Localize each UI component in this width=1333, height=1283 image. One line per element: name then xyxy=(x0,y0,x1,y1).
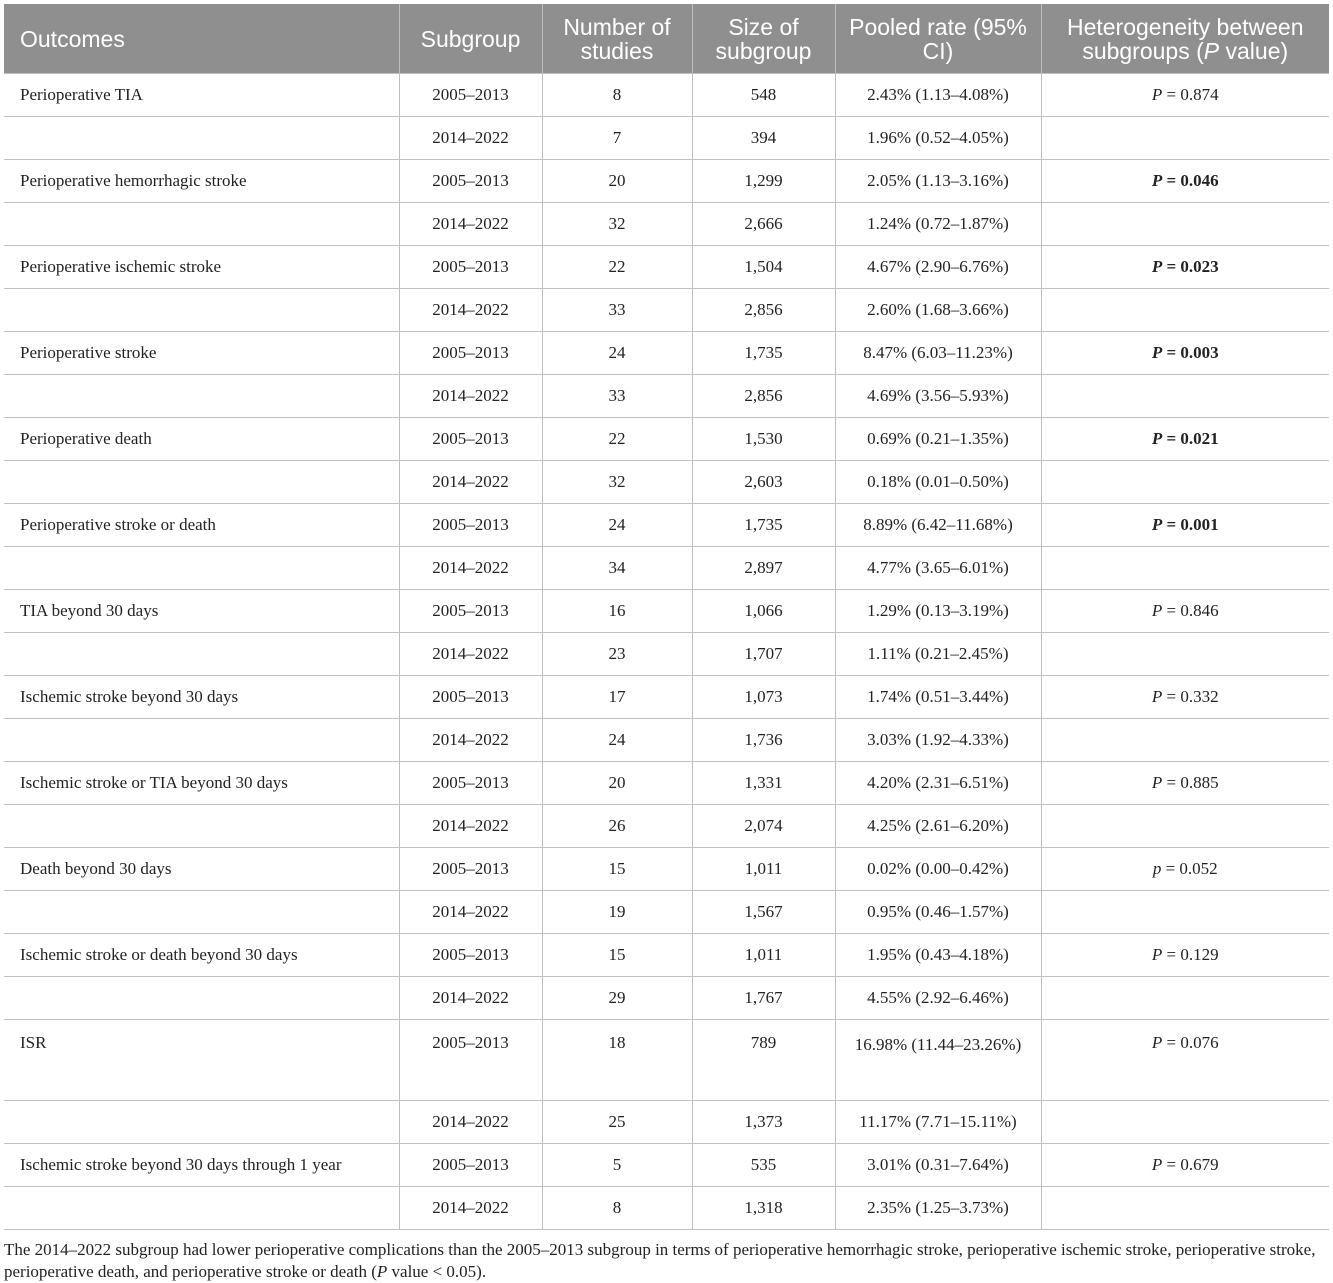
cell-number-of-studies: 33 xyxy=(542,375,692,418)
cell-size-of-subgroup: 1,066 xyxy=(692,590,835,633)
cell-number-of-studies: 29 xyxy=(542,977,692,1020)
cell-number-of-studies: 8 xyxy=(542,1187,692,1230)
p-letter: P xyxy=(1151,85,1163,104)
cell-size-of-subgroup: 1,707 xyxy=(692,633,835,676)
cell-number-of-studies: 34 xyxy=(542,547,692,590)
cell-outcome: Perioperative ischemic stroke xyxy=(4,246,399,289)
table-row xyxy=(4,547,1329,590)
table-row xyxy=(4,1020,1329,1101)
cell-size-of-subgroup: 1,331 xyxy=(692,762,835,805)
cell-pooled-rate: 4.25% (2.61–6.20%) xyxy=(835,805,1041,848)
cell-subgroup: 2014–2022 xyxy=(399,1187,542,1230)
table-row xyxy=(4,332,1329,375)
cell-outcome: Ischemic stroke or death beyond 30 days xyxy=(4,934,399,977)
p-letter: P xyxy=(1151,687,1163,706)
cell-outcome xyxy=(4,977,399,1020)
cell-size-of-subgroup: 1,318 xyxy=(692,1187,835,1230)
cell-heterogeneity-p: p = 0.052 xyxy=(1041,848,1329,891)
table-row xyxy=(4,676,1329,719)
table-row xyxy=(4,977,1329,1020)
header-row xyxy=(4,4,1329,74)
cell-heterogeneity-p: P = 0.076 xyxy=(1041,1020,1329,1101)
p-letter: p xyxy=(1152,859,1162,878)
cell-outcome: TIA beyond 30 days xyxy=(4,590,399,633)
cell-pooled-rate: 0.69% (0.21–1.35%) xyxy=(835,418,1041,461)
table-row xyxy=(4,934,1329,977)
cell-subgroup: 2005–2013 xyxy=(399,590,542,633)
cell-heterogeneity-p xyxy=(1041,547,1329,590)
cell-pooled-rate: 1.11% (0.21–2.45%) xyxy=(835,633,1041,676)
cell-subgroup: 2005–2013 xyxy=(399,160,542,203)
cell-outcome xyxy=(4,633,399,676)
cell-subgroup: 2005–2013 xyxy=(399,934,542,977)
cell-outcome xyxy=(4,1187,399,1230)
cell-size-of-subgroup: 1,567 xyxy=(692,891,835,934)
cell-number-of-studies: 33 xyxy=(542,289,692,332)
cell-subgroup: 2014–2022 xyxy=(399,891,542,934)
cell-outcome xyxy=(4,461,399,504)
cell-heterogeneity-p: P = 0.003 xyxy=(1041,332,1329,375)
cell-subgroup: 2005–2013 xyxy=(399,762,542,805)
cell-outcome: Perioperative hemorrhagic stroke xyxy=(4,160,399,203)
footnote-text-after: value < 0.05). xyxy=(387,1262,487,1281)
cell-pooled-rate: 1.24% (0.72–1.87%) xyxy=(835,203,1041,246)
cell-outcome xyxy=(4,289,399,332)
table-row xyxy=(4,375,1329,418)
table-row xyxy=(4,461,1329,504)
p-letter: P xyxy=(1151,257,1163,276)
p-letter: P xyxy=(1151,1033,1163,1052)
cell-pooled-rate: 8.89% (6.42–11.68%) xyxy=(835,504,1041,547)
cell-outcome: Death beyond 30 days xyxy=(4,848,399,891)
cell-subgroup: 2005–2013 xyxy=(399,848,542,891)
cell-size-of-subgroup: 1,011 xyxy=(692,934,835,977)
table-row xyxy=(4,504,1329,547)
cell-pooled-rate: 3.01% (0.31–7.64%) xyxy=(835,1144,1041,1187)
cell-heterogeneity-p: P = 0.129 xyxy=(1041,934,1329,977)
cell-number-of-studies: 24 xyxy=(542,332,692,375)
header-heterogeneity xyxy=(1041,4,1329,74)
cell-subgroup: 2005–2013 xyxy=(399,1144,542,1187)
cell-size-of-subgroup: 1,073 xyxy=(692,676,835,719)
results-table-container xyxy=(4,4,1329,1283)
cell-subgroup: 2014–2022 xyxy=(399,461,542,504)
cell-outcome xyxy=(4,547,399,590)
cell-size-of-subgroup: 2,666 xyxy=(692,203,835,246)
header-outcomes: Outcomes xyxy=(4,4,399,74)
cell-outcome: Perioperative death xyxy=(4,418,399,461)
cell-number-of-studies: 32 xyxy=(542,461,692,504)
cell-size-of-subgroup: 789 xyxy=(692,1020,835,1101)
cell-number-of-studies: 32 xyxy=(542,203,692,246)
cell-outcome: Ischemic stroke or TIA beyond 30 days xyxy=(4,762,399,805)
table-row xyxy=(4,289,1329,332)
table-row xyxy=(4,633,1329,676)
cell-number-of-studies: 24 xyxy=(542,504,692,547)
cell-heterogeneity-p xyxy=(1041,289,1329,332)
cell-number-of-studies: 25 xyxy=(542,1101,692,1144)
cell-pooled-rate: 1.96% (0.52–4.05%) xyxy=(835,117,1041,160)
cell-pooled-rate: 0.95% (0.46–1.57%) xyxy=(835,891,1041,934)
p-letter: P xyxy=(1151,773,1163,792)
cell-outcome: Perioperative stroke xyxy=(4,332,399,375)
cell-subgroup: 2014–2022 xyxy=(399,805,542,848)
p-letter: P xyxy=(1151,171,1163,190)
cell-number-of-studies: 19 xyxy=(542,891,692,934)
cell-heterogeneity-p: P = 0.332 xyxy=(1041,676,1329,719)
header-heterogeneity-prefix: Heterogeneity between subgroups ( xyxy=(1066,13,1304,64)
cell-subgroup: 2014–2022 xyxy=(399,375,542,418)
cell-number-of-studies: 20 xyxy=(542,160,692,203)
cell-subgroup: 2014–2022 xyxy=(399,633,542,676)
cell-pooled-rate: 4.77% (3.65–6.01%) xyxy=(835,547,1041,590)
cell-subgroup: 2014–2022 xyxy=(399,547,542,590)
cell-subgroup: 2014–2022 xyxy=(399,719,542,762)
table-row xyxy=(4,762,1329,805)
p-letter: P xyxy=(1151,343,1163,362)
cell-pooled-rate: 2.35% (1.25–3.73%) xyxy=(835,1187,1041,1230)
header-subgroup: Subgroup xyxy=(399,4,542,74)
cell-outcome xyxy=(4,375,399,418)
table-row xyxy=(4,246,1329,289)
cell-outcome xyxy=(4,805,399,848)
cell-heterogeneity-p xyxy=(1041,719,1329,762)
cell-subgroup: 2005–2013 xyxy=(399,676,542,719)
table-row xyxy=(4,203,1329,246)
table-body xyxy=(4,74,1329,1230)
cell-pooled-rate: 4.55% (2.92–6.46%) xyxy=(835,977,1041,1020)
cell-size-of-subgroup: 1,767 xyxy=(692,977,835,1020)
cell-pooled-rate: 1.74% (0.51–3.44%) xyxy=(835,676,1041,719)
cell-size-of-subgroup: 1,299 xyxy=(692,160,835,203)
cell-size-of-subgroup: 1,530 xyxy=(692,418,835,461)
cell-pooled-rate: 0.02% (0.00–0.42%) xyxy=(835,848,1041,891)
footnote-text-before: The 2014–2022 subgroup had lower perioperative complications than the 2005–2013 subgroup in terms of perioperative hemorrhagic stroke, perioperative ischemic stroke, perioperative stroke, perioperative death, and perioperative stroke or death ( xyxy=(4,1240,1316,1281)
cell-pooled-rate: 11.17% (7.71–15.11%) xyxy=(835,1101,1041,1144)
table-row xyxy=(4,1101,1329,1144)
cell-outcome: Perioperative TIA xyxy=(4,74,399,117)
header-heterogeneity-suffix: value) xyxy=(1219,37,1289,64)
cell-outcome xyxy=(4,1101,399,1144)
cell-number-of-studies: 16 xyxy=(542,590,692,633)
cell-size-of-subgroup: 1,735 xyxy=(692,504,835,547)
cell-heterogeneity-p xyxy=(1041,1101,1329,1144)
cell-number-of-studies: 26 xyxy=(542,805,692,848)
p-letter: P xyxy=(1151,601,1163,620)
header-heterogeneity-p: P xyxy=(1203,37,1220,64)
cell-outcome xyxy=(4,203,399,246)
cell-pooled-rate: 8.47% (6.03–11.23%) xyxy=(835,332,1041,375)
table-row xyxy=(4,74,1329,117)
table-row xyxy=(4,891,1329,934)
cell-heterogeneity-p xyxy=(1041,1187,1329,1230)
cell-outcome xyxy=(4,117,399,160)
table-footnote xyxy=(4,1239,1329,1283)
cell-subgroup: 2014–2022 xyxy=(399,203,542,246)
cell-size-of-subgroup: 2,856 xyxy=(692,375,835,418)
cell-number-of-studies: 24 xyxy=(542,719,692,762)
cell-number-of-studies: 18 xyxy=(542,1020,692,1101)
cell-heterogeneity-p xyxy=(1041,375,1329,418)
table-header xyxy=(4,4,1329,74)
cell-pooled-rate: 2.43% (1.13–4.08%) xyxy=(835,74,1041,117)
cell-pooled-rate: 4.69% (3.56–5.93%) xyxy=(835,375,1041,418)
header-pooled-rate: Pooled rate (95% CI) xyxy=(835,4,1041,74)
table-row xyxy=(4,1144,1329,1187)
cell-outcome xyxy=(4,719,399,762)
cell-size-of-subgroup: 548 xyxy=(692,74,835,117)
cell-number-of-studies: 17 xyxy=(542,676,692,719)
cell-pooled-rate: 0.18% (0.01–0.50%) xyxy=(835,461,1041,504)
cell-number-of-studies: 15 xyxy=(542,848,692,891)
p-letter: P xyxy=(1151,945,1163,964)
cell-outcome: ISR xyxy=(4,1020,399,1101)
cell-pooled-rate: 2.60% (1.68–3.66%) xyxy=(835,289,1041,332)
cell-heterogeneity-p: P = 0.046 xyxy=(1041,160,1329,203)
p-letter: P xyxy=(1151,515,1163,534)
cell-heterogeneity-p: P = 0.885 xyxy=(1041,762,1329,805)
cell-pooled-rate: 1.95% (0.43–4.18%) xyxy=(835,934,1041,977)
table-row xyxy=(4,418,1329,461)
cell-number-of-studies: 20 xyxy=(542,762,692,805)
cell-subgroup: 2014–2022 xyxy=(399,977,542,1020)
cell-number-of-studies: 23 xyxy=(542,633,692,676)
cell-subgroup: 2005–2013 xyxy=(399,418,542,461)
cell-pooled-rate: 4.20% (2.31–6.51%) xyxy=(835,762,1041,805)
cell-heterogeneity-p xyxy=(1041,891,1329,934)
cell-pooled-rate: 3.03% (1.92–4.33%) xyxy=(835,719,1041,762)
cell-size-of-subgroup: 1,504 xyxy=(692,246,835,289)
cell-number-of-studies: 8 xyxy=(542,74,692,117)
cell-outcome: Ischemic stroke beyond 30 days xyxy=(4,676,399,719)
cell-size-of-subgroup: 2,856 xyxy=(692,289,835,332)
cell-heterogeneity-p xyxy=(1041,633,1329,676)
cell-size-of-subgroup: 1,373 xyxy=(692,1101,835,1144)
cell-size-of-subgroup: 535 xyxy=(692,1144,835,1187)
p-letter: P xyxy=(1151,1155,1163,1174)
cell-subgroup: 2005–2013 xyxy=(399,504,542,547)
cell-subgroup: 2005–2013 xyxy=(399,332,542,375)
cell-size-of-subgroup: 394 xyxy=(692,117,835,160)
table-row xyxy=(4,1187,1329,1230)
cell-number-of-studies: 15 xyxy=(542,934,692,977)
cell-heterogeneity-p: P = 0.874 xyxy=(1041,74,1329,117)
cell-number-of-studies: 22 xyxy=(542,418,692,461)
results-table xyxy=(4,4,1329,1230)
table-row xyxy=(4,719,1329,762)
cell-pooled-rate: 1.29% (0.13–3.19%) xyxy=(835,590,1041,633)
cell-subgroup: 2014–2022 xyxy=(399,117,542,160)
footnote-p-letter: P xyxy=(376,1262,388,1281)
cell-size-of-subgroup: 2,603 xyxy=(692,461,835,504)
cell-pooled-rate: 16.98% (11.44–23.26%) xyxy=(835,1020,1041,1101)
cell-heterogeneity-p xyxy=(1041,117,1329,160)
table-row xyxy=(4,805,1329,848)
table-row xyxy=(4,160,1329,203)
cell-outcome xyxy=(4,891,399,934)
cell-heterogeneity-p xyxy=(1041,461,1329,504)
header-size-of-subgroup: Size of subgroup xyxy=(692,4,835,74)
cell-number-of-studies: 5 xyxy=(542,1144,692,1187)
cell-size-of-subgroup: 2,897 xyxy=(692,547,835,590)
cell-subgroup: 2014–2022 xyxy=(399,289,542,332)
p-letter: P xyxy=(1151,429,1163,448)
cell-size-of-subgroup: 1,011 xyxy=(692,848,835,891)
cell-outcome: Perioperative stroke or death xyxy=(4,504,399,547)
cell-subgroup: 2005–2013 xyxy=(399,74,542,117)
cell-number-of-studies: 7 xyxy=(542,117,692,160)
cell-outcome: Ischemic stroke beyond 30 days through 1 year xyxy=(4,1144,399,1187)
cell-size-of-subgroup: 1,736 xyxy=(692,719,835,762)
table-row xyxy=(4,117,1329,160)
cell-size-of-subgroup: 1,735 xyxy=(692,332,835,375)
table-row xyxy=(4,590,1329,633)
cell-heterogeneity-p xyxy=(1041,203,1329,246)
cell-subgroup: 2005–2013 xyxy=(399,1020,542,1101)
cell-number-of-studies: 22 xyxy=(542,246,692,289)
table-row xyxy=(4,848,1329,891)
cell-heterogeneity-p xyxy=(1041,977,1329,1020)
cell-heterogeneity-p: P = 0.001 xyxy=(1041,504,1329,547)
header-number-of-studies: Number of studies xyxy=(542,4,692,74)
cell-heterogeneity-p: P = 0.846 xyxy=(1041,590,1329,633)
cell-heterogeneity-p: P = 0.023 xyxy=(1041,246,1329,289)
cell-pooled-rate: 4.67% (2.90–6.76%) xyxy=(835,246,1041,289)
cell-size-of-subgroup: 2,074 xyxy=(692,805,835,848)
cell-heterogeneity-p: P = 0.679 xyxy=(1041,1144,1329,1187)
cell-heterogeneity-p: P = 0.021 xyxy=(1041,418,1329,461)
cell-subgroup: 2005–2013 xyxy=(399,246,542,289)
cell-heterogeneity-p xyxy=(1041,805,1329,848)
cell-pooled-rate: 2.05% (1.13–3.16%) xyxy=(835,160,1041,203)
cell-subgroup: 2014–2022 xyxy=(399,1101,542,1144)
